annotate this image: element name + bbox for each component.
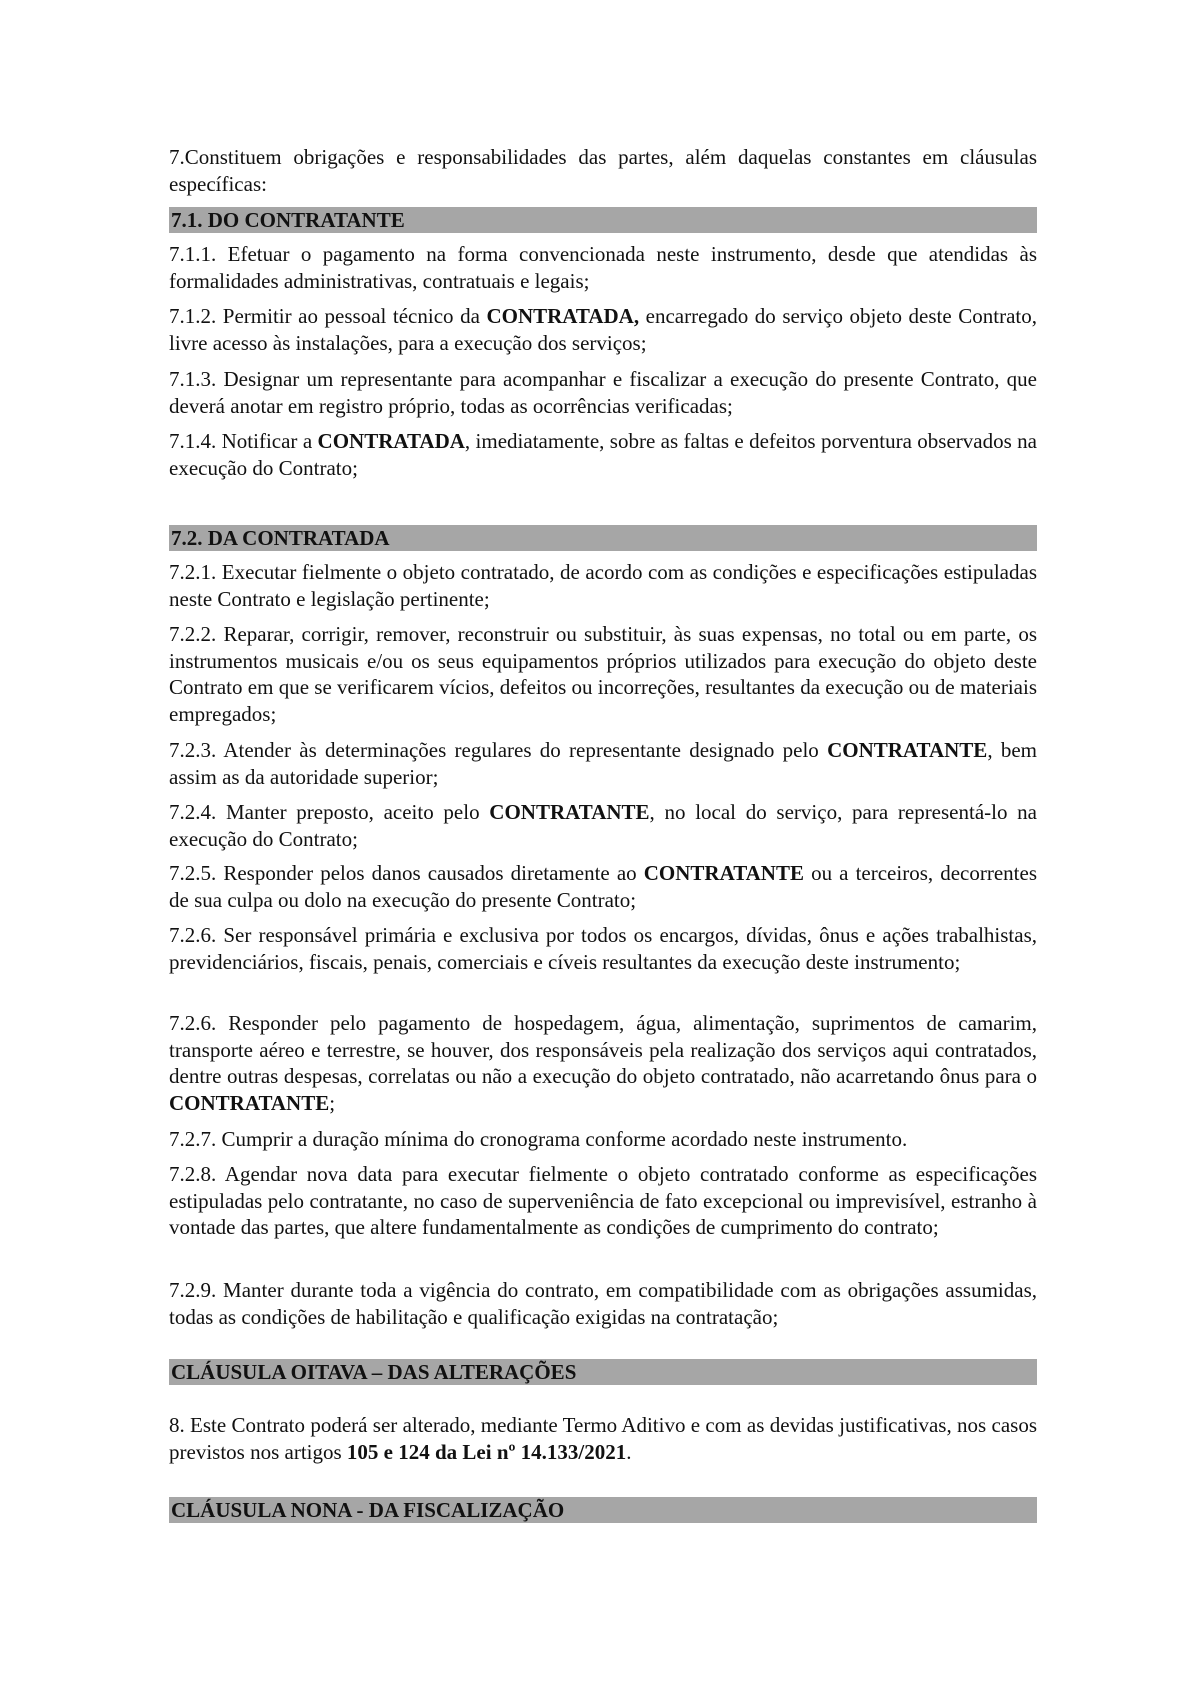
text-segment: encarregado do serviço objeto deste Contrato, livre acesso às instalações, para a execução dos serviços; bbox=[169, 304, 1037, 355]
text-segment: , imediatamente, sobre as faltas e defeitos porventura observados na execução do Contrato; bbox=[169, 429, 1037, 480]
clause-7-2-6-b bbox=[169, 1010, 1037, 1116]
intro-paragraph bbox=[169, 144, 1037, 197]
text-segment: 7.2.4. Manter preposto, aceito pelo bbox=[169, 800, 490, 824]
clause-7-1-3 bbox=[169, 366, 1037, 419]
bold-text: CONTRATADA, bbox=[486, 304, 640, 328]
bold-text: CONTRATANTE bbox=[169, 1090, 330, 1115]
text-segment: 7.2.6. Ser responsável primária e exclusiva por todos os encargos, dívidas, ônus e ações trabalhistas, previdenciários, fiscais, penais, comerciais e cíveis resultantes da execução deste instrumento; bbox=[169, 923, 1037, 974]
text-segment: 7.2.2. Reparar, corrigir, remover, reconstruir ou substituir, às suas expensas, no total ou em parte, os instrumentos musicais e/ou os seus equipamentos próprios utilizados para execução do objeto deste Contrato em que se verificarem vícios, defeitos ou incorreções, resultantes da execução ou de materiais empregados; bbox=[169, 622, 1037, 726]
clause-7-2-7 bbox=[169, 1126, 1037, 1153]
clause-7-2-4 bbox=[169, 799, 1037, 852]
clause-7-1-1 bbox=[169, 241, 1037, 294]
text-segment: 7.2.1. Executar fielmente o objeto contratado, de acordo com as condições e especificações estipuladas neste Contrato e legislação pertinente; bbox=[169, 560, 1037, 611]
text-segment: 8. Este Contrato poderá ser alterado, mediante Termo Aditivo e com as devidas justificativas, nos casos previstos nos artigos bbox=[169, 1413, 1037, 1464]
clause-7-1-2 bbox=[169, 303, 1037, 356]
text-segment: . bbox=[626, 1439, 632, 1464]
text-segment: 7.2.8. Agendar nova data para executar fielmente o objeto contratado conforme as especificações estipuladas pelo contratante, no caso de superveniência de fato excepcional ou imprevisível, estranho à vontade das partes, que altere fundamentalmente as condições de cumprimento do contrato; bbox=[169, 1162, 1037, 1239]
clause-7-2-5 bbox=[169, 860, 1037, 913]
text-segment: ou a terceiros, decorrentes de sua culpa ou dolo na execução do presente Contrato; bbox=[169, 861, 1037, 912]
text-segment: 7.1.4. Notificar a bbox=[169, 429, 318, 453]
text-segment: , no local do serviço, para representá-lo na execução do Contrato; bbox=[169, 800, 1038, 851]
text-segment: 7.1.3. Designar um representante para acompanhar e fiscalizar a execução do presente Contrato, que deverá anotar em registro próprio, todas as ocorrências verificadas; bbox=[169, 367, 1037, 418]
text-segment: 7.1.1. Efetuar o pagamento na forma convencionada neste instrumento, desde que atendidas às formalidades administrativas, contratuais e legais; bbox=[169, 242, 1037, 293]
text-segment: 7.2.6. Responder pelo pagamento de hospedagem, água, alimentação, suprimentos de camarim, transporte aéreo e terrestre, se houver, dos responsáveis pela realização dos serviços aqui contratados, dentre outras despesas, correlatas ou não a execução do objeto contratado, não acarretando ônus para o bbox=[169, 1011, 1037, 1088]
bold-text: CONTRATANTE bbox=[827, 738, 988, 762]
clause-8 bbox=[169, 1412, 1037, 1465]
bold-text: CONTRATANTE bbox=[489, 800, 650, 824]
section-heading-oitava: CLÁUSULA OITAVA – DAS ALTERAÇÕES bbox=[169, 1359, 1037, 1385]
clause-7-2-3 bbox=[169, 737, 1037, 790]
text-segment: 7.2.5. Responder pelos danos causados diretamente ao bbox=[169, 861, 644, 885]
text-segment: 7.Constituem obrigações e responsabilidades das partes, além daquelas constantes em cláusulas específicas: bbox=[169, 145, 1037, 196]
text-segment: , bem assim as da autoridade superior; bbox=[169, 738, 1037, 789]
text-segment: 7.2.9. Manter durante toda a vigência do contrato, em compatibilidade com as obrigações assumidas, todas as condições de habilitação e qualificação exigidas na contratação; bbox=[169, 1278, 1037, 1329]
text-segment: ; bbox=[329, 1090, 336, 1115]
clause-7-1-4 bbox=[169, 428, 1037, 481]
text-segment: 7.1.2. Permitir ao pessoal técnico da bbox=[169, 304, 487, 328]
section-heading-nona: CLÁUSULA NONA - DA FISCALIZAÇÃO bbox=[169, 1497, 1037, 1523]
text-segment: 7.2.7. Cumprir a duração mínima do cronograma conforme acordado neste instrumento. bbox=[169, 1127, 908, 1151]
clause-7-2-2 bbox=[169, 621, 1037, 727]
bold-text: CONTRATADA bbox=[317, 429, 465, 453]
section-heading-contratada: 7.2. DA CONTRATADA bbox=[169, 525, 1037, 551]
clause-7-2-8 bbox=[169, 1161, 1037, 1241]
clause-7-2-9 bbox=[169, 1277, 1037, 1330]
bold-text: 105 e 124 da Lei nº 14.133/2021 bbox=[346, 1439, 627, 1464]
section-heading-contratante: 7.1. DO CONTRATANTE bbox=[169, 207, 1037, 233]
clause-7-2-6-a bbox=[169, 922, 1037, 975]
bold-text: CONTRATANTE bbox=[643, 861, 804, 885]
clause-7-2-1 bbox=[169, 559, 1037, 612]
text-segment: 7.2.3. Atender às determinações regulares do representante designado pelo bbox=[169, 738, 828, 762]
